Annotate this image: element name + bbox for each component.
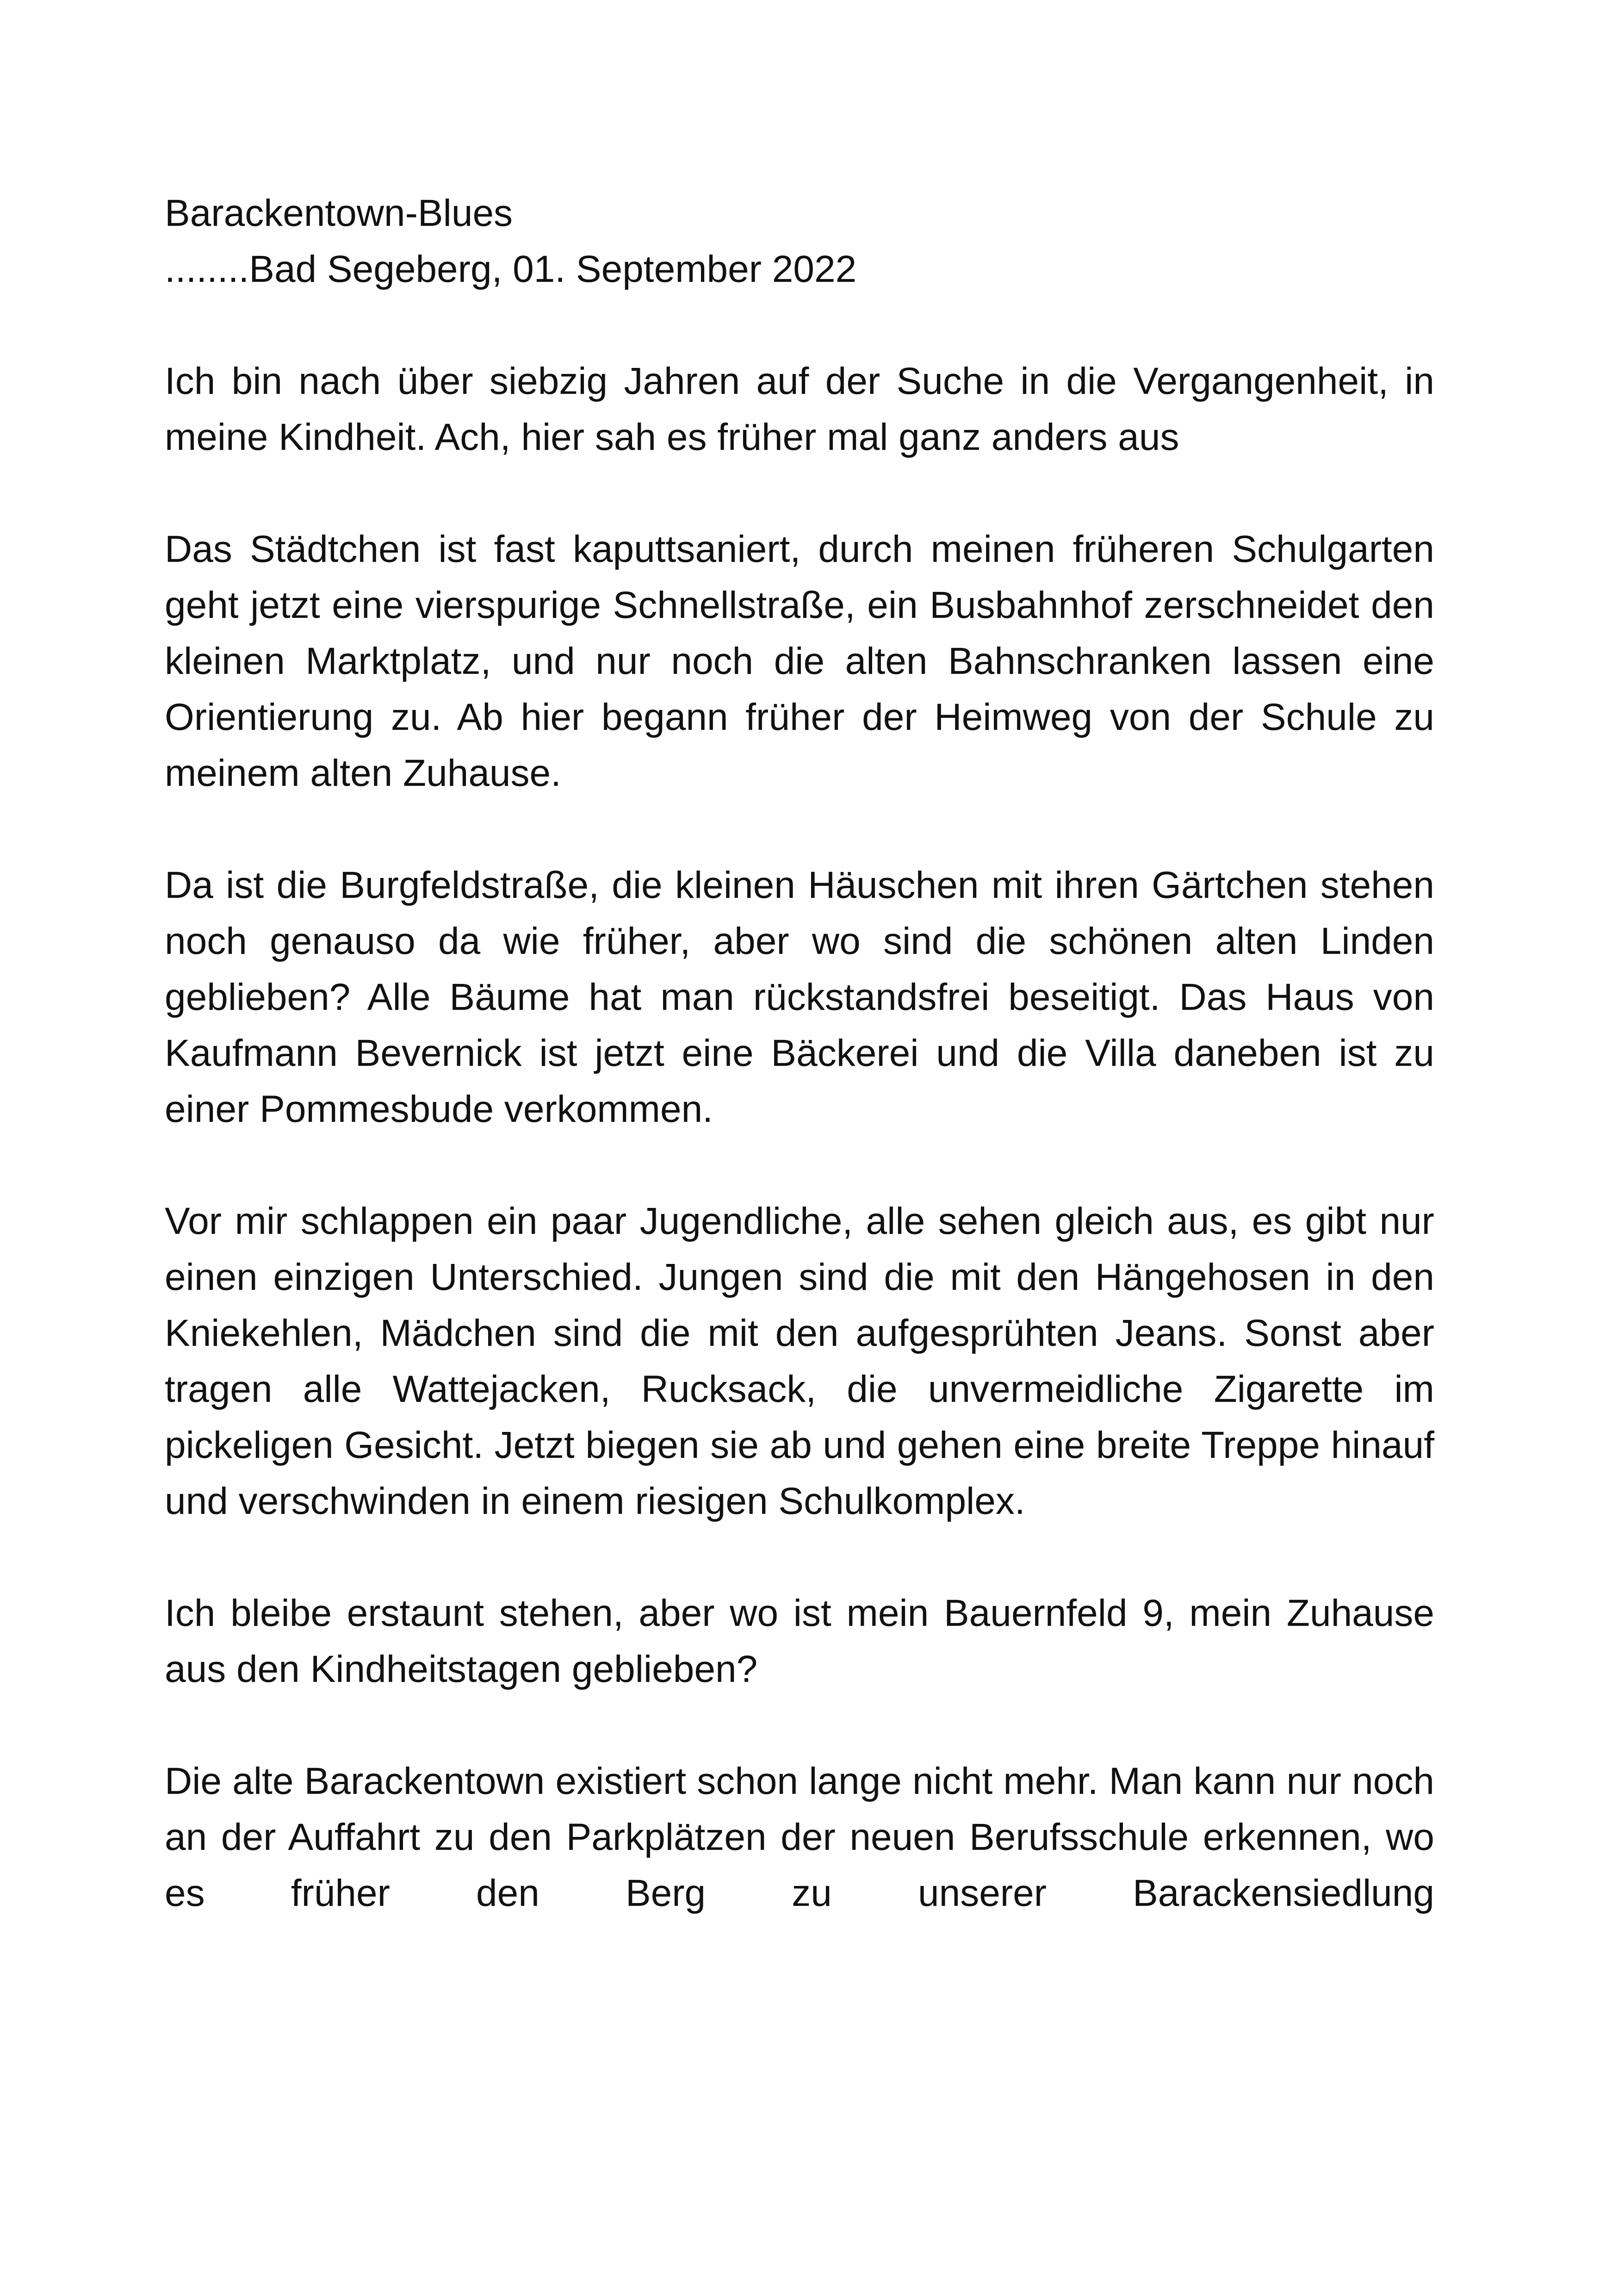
paragraph-2: Das Städtchen ist fast kaputtsaniert, durch meinen früheren Schulgarten geht jetzt eine vierspurige Schnellstraße, ein Busbahnhof zerschneidet den kleinen Marktplatz, und nur noch die alten Bahnschranken lassen eine Orientierung zu. Ab hier begann früher der Heimweg von der Schule zu meinem alten Zuhause. xyxy=(165,528,1434,794)
paragraph-4: Vor mir schlappen ein paar Jugendliche, alle sehen gleich aus, es gibt nur einen einzigen Unterschied. Jungen sind die mit den Hängehosen in den Kniekehlen, Mädchen sind die mit den aufgesprühten Jeans. Sonst aber tragen alle Wattejacken, Rucksack, die unvermeidliche Zigarette im pickeligen Gesicht. Jetzt biegen sie ab und gehen eine breite Treppe hinauf und verschwinden in einem riesigen Schulkomplex. xyxy=(165,1200,1434,1522)
paragraph-5: Ich bleibe erstaunt stehen, aber wo ist mein Bauernfeld 9, mein Zuhause aus den Kindheitstagen geblieben? xyxy=(165,1592,1434,1690)
document-dateline: ........Bad Segeberg, 01. September 2022 xyxy=(165,248,857,290)
paragraph-6: Die alte Barackentown existiert schon lange nicht mehr. Man kann nur noch an der Auffahrt zu den Parkplätzen der neuen Berufsschule erkennen, wo es früher den Berg zu unserer Barackensiedlung xyxy=(165,1760,1434,1914)
document-header xyxy=(165,185,1434,297)
document-body xyxy=(165,185,1434,1977)
paragraph-3: Da ist die Burgfeldstraße, die kleinen Häuschen mit ihren Gärtchen stehen noch genauso da wie früher, aber wo sind die schönen alten Linden geblieben? Alle Bäume hat man rückstandsfrei beseitigt. Das Haus von Kaufmann Bevernick ist jetzt eine Bäckerei und die Villa daneben ist zu einer Pommesbude verkommen. xyxy=(165,864,1434,1130)
document-title: Barackentown-Blues xyxy=(165,192,513,234)
paragraph-1: Ich bin nach über siebzig Jahren auf der Suche in die Vergangenheit, in meine Kindheit. Ach, hier sah es früher mal ganz anders aus xyxy=(165,360,1434,458)
